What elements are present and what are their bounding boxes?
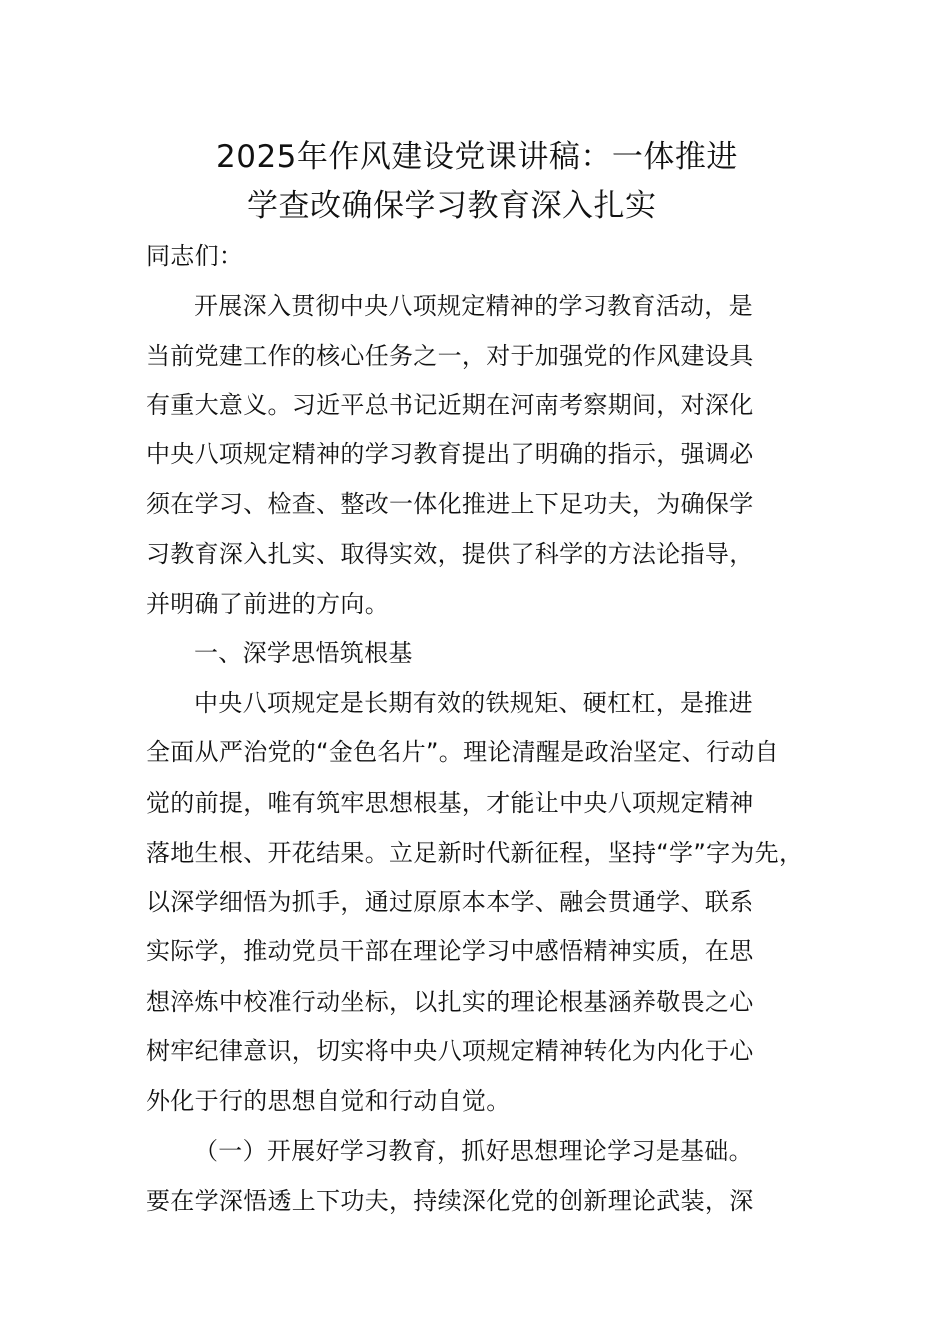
- title-line-1: 2025年作风建设党课讲稿：一体推进: [216, 139, 738, 175]
- paragraph-line: 习教育深入扎实、取得实效，提供了科学的方法论指导，: [146, 540, 754, 568]
- paragraph-line: 全面从严治党的“金色名片”。理论清醒是政治坚定、行动自: [146, 738, 779, 766]
- paragraph-line: 以深学细悟为抓手，通过原原本本学、融会贯通学、联系: [146, 888, 754, 916]
- paragraph-line: 实际学，推动党员干部在理论学习中感悟精神实质，在思: [146, 937, 754, 965]
- paragraph-line: 觉的前提，唯有筑牢思想根基，才能让中央八项规定精神: [146, 789, 754, 817]
- paragraph-line: 落地生根、开花结果。立足新时代新征程，坚持“学”字为先，: [146, 839, 804, 867]
- paragraph-line: 要在学深悟透上下功夫，持续深化党的创新理论武装，深: [146, 1187, 754, 1215]
- paragraph-line: 想淬炼中校准行动坐标，以扎实的理论根基涵养敬畏之心: [146, 988, 754, 1016]
- paragraph-line: 中央八项规定是长期有效的铁规矩、硬杠杠，是推进: [194, 689, 753, 717]
- paragraph-line: 当前党建工作的核心任务之一，对于加强党的作风建设具: [146, 342, 754, 370]
- salutation: 同志们：: [146, 242, 244, 270]
- paragraph-line: 并明确了前进的方向。: [146, 590, 389, 618]
- section-heading: 一、深学思悟筑根基: [194, 639, 413, 667]
- paragraph-line: 须在学习、检查、整改一体化推进上下足功夫，为确保学: [146, 490, 754, 518]
- paragraph-line: 树牢纪律意识，切实将中央八项规定精神转化为内化于心: [146, 1037, 754, 1065]
- paragraph-line: 中央八项规定精神的学习教育提出了明确的指示，强调必: [146, 440, 754, 468]
- paragraph-line: 外化于行的思想自觉和行动自觉。: [146, 1087, 511, 1115]
- subsection-heading: （一）开展好学习教育，抓好思想理论学习是基础。: [194, 1137, 753, 1165]
- paragraph-line: 开展深入贯彻中央八项规定精神的学习教育活动，是: [194, 292, 753, 320]
- title-line-2: 学查改确保学习教育深入扎实: [247, 188, 657, 224]
- paragraph-line: 有重大意义。习近平总书记近期在河南考察期间，对深化: [146, 391, 754, 419]
